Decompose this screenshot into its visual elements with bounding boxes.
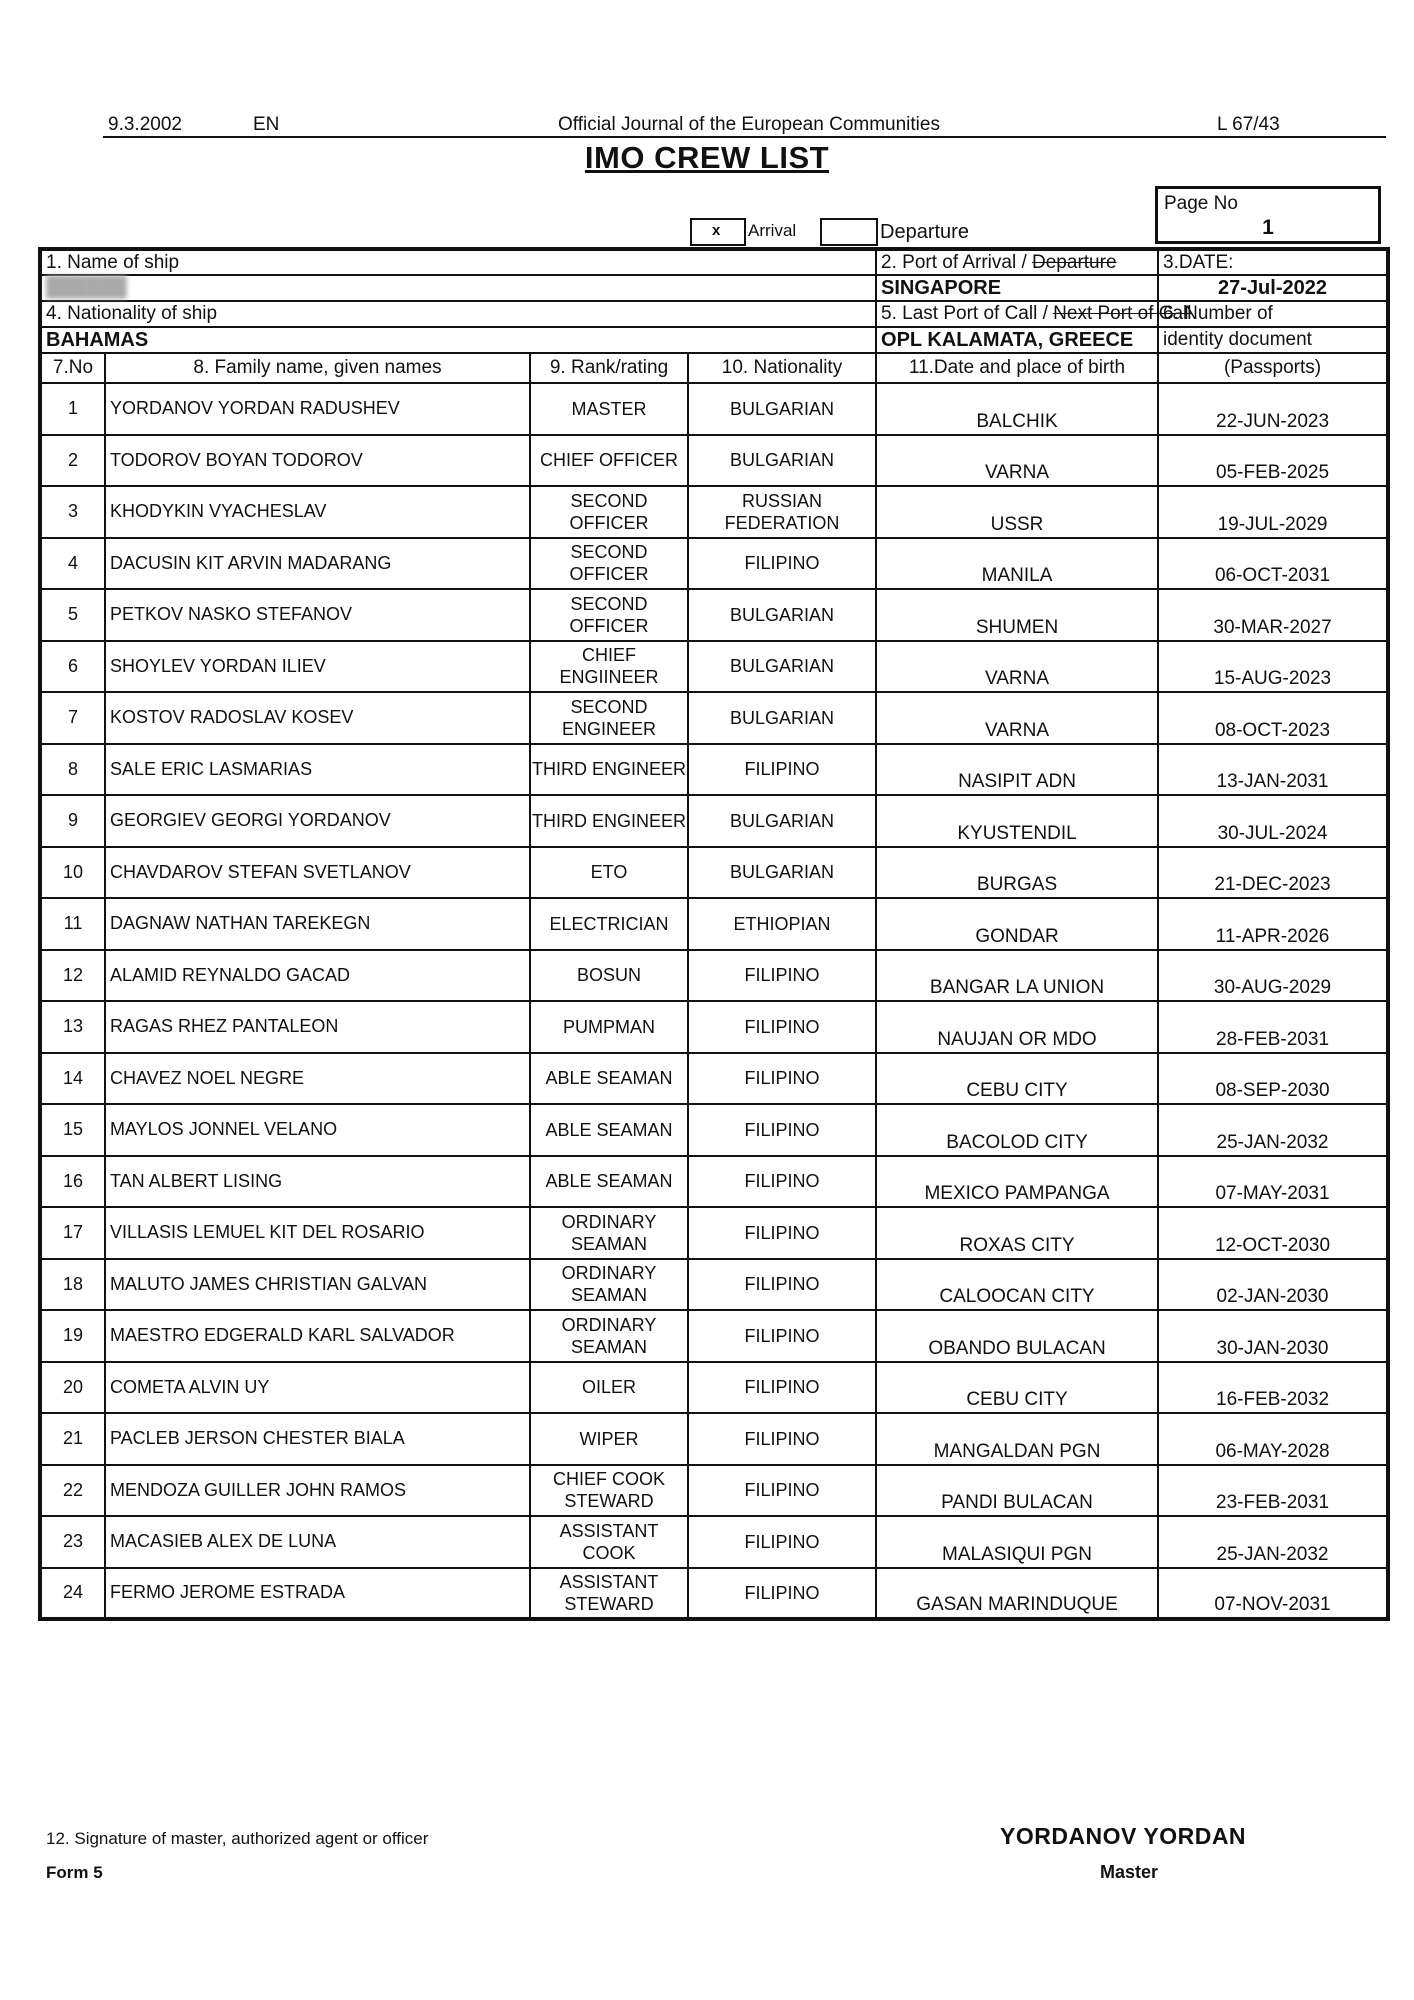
- crew-row: [40, 1413, 1388, 1465]
- crew-row: [40, 950, 1388, 1002]
- crew-passport-expiry: 05-FEB-2025: [1158, 435, 1388, 487]
- crew-name: MAYLOS JONNEL VELANO: [105, 1104, 530, 1156]
- crew-birth-place: USSR: [876, 486, 1158, 538]
- header-date: 9.3.2002: [108, 114, 182, 135]
- crew-passport-expiry: 06-MAY-2028: [1158, 1413, 1388, 1465]
- crew-name: COMETA ALVIN UY: [105, 1362, 530, 1414]
- crew-nationality: RUSSIAN FEDERATION: [688, 486, 876, 538]
- crew-rank: ABLE SEAMAN: [530, 1104, 688, 1156]
- crew-no: 7: [40, 692, 105, 744]
- column-header-row: [40, 353, 1388, 383]
- crew-no: 13: [40, 1001, 105, 1053]
- crew-no: 20: [40, 1362, 105, 1414]
- crew-passport-expiry: 07-NOV-2031: [1158, 1568, 1388, 1620]
- crew-name: SHOYLEV YORDAN ILIEV: [105, 641, 530, 693]
- crew-nationality: ETHIOPIAN: [688, 898, 876, 950]
- last-port-label-struck: Next Port of Call: [1053, 303, 1192, 324]
- crew-no: 1: [40, 383, 105, 435]
- crew-nationality: BULGARIAN: [688, 435, 876, 487]
- crew-rank: OILER: [530, 1362, 688, 1414]
- crew-name: PACLEB JERSON CHESTER BIALA: [105, 1413, 530, 1465]
- crew-birth-place: VARNA: [876, 641, 1158, 693]
- crew-nationality: BULGARIAN: [688, 692, 876, 744]
- crew-nationality: BULGARIAN: [688, 641, 876, 693]
- crew-no: 8: [40, 744, 105, 796]
- page-no-label: Page No: [1164, 193, 1238, 214]
- crew-passport-expiry: 19-JUL-2029: [1158, 486, 1388, 538]
- crew-birth-place: MALASIQUI PGN: [876, 1516, 1158, 1568]
- crew-nationality: FILIPINO: [688, 744, 876, 796]
- col-birth: 11.Date and place of birth: [876, 353, 1158, 383]
- last-port-label: 5. Last Port of Call /: [881, 303, 1054, 324]
- crew-nationality: FILIPINO: [688, 1362, 876, 1414]
- crew-rank: ABLE SEAMAN: [530, 1156, 688, 1208]
- crew-birth-place: MANILA: [876, 538, 1158, 590]
- crew-passport-expiry: 15-AUG-2023: [1158, 641, 1388, 693]
- header-page-ref: L 67/43: [1217, 114, 1280, 135]
- crew-row: [40, 898, 1388, 950]
- page-no-value: 1: [1262, 216, 1274, 239]
- crew-passport-expiry: 23-FEB-2031: [1158, 1465, 1388, 1517]
- crew-row: [40, 847, 1388, 899]
- crew-no: 19: [40, 1310, 105, 1362]
- crew-rank: ASSISTANT COOK: [530, 1516, 688, 1568]
- crew-row: [40, 744, 1388, 796]
- master-name: YORDANOV YORDAN: [1000, 1823, 1247, 1849]
- crew-row: [40, 1001, 1388, 1053]
- crew-nationality: BULGARIAN: [688, 589, 876, 641]
- crew-row: [40, 538, 1388, 590]
- crew-nationality: FILIPINO: [688, 1413, 876, 1465]
- crew-passport-expiry: 22-JUN-2023: [1158, 383, 1388, 435]
- crew-rank: SECOND OFFICER: [530, 538, 688, 590]
- crew-rank: ETO: [530, 847, 688, 899]
- crew-row: [40, 1362, 1388, 1414]
- crew-birth-place: BURGAS: [876, 847, 1158, 899]
- crew-birth-place: VARNA: [876, 692, 1158, 744]
- crew-rank: BOSUN: [530, 950, 688, 1002]
- crew-passport-expiry: 30-JUL-2024: [1158, 795, 1388, 847]
- crew-nationality: FILIPINO: [688, 1104, 876, 1156]
- form-number: Form 5: [46, 1863, 103, 1882]
- signature-label: 12. Signature of master, authorized agent or officer: [46, 1829, 429, 1848]
- crew-birth-place: ROXAS CITY: [876, 1207, 1158, 1259]
- last-port-label-cell: [876, 301, 1192, 327]
- crew-passport-expiry: 21-DEC-2023: [1158, 847, 1388, 899]
- crew-passport-expiry: 25-JAN-2032: [1158, 1516, 1388, 1568]
- crew-birth-place: NAUJAN OR MDO: [876, 1001, 1158, 1053]
- port-label-struck: Departure: [1032, 251, 1117, 273]
- crew-passport-expiry: 12-OCT-2030: [1158, 1207, 1388, 1259]
- crew-name: TODOROV BOYAN TODOROV: [105, 435, 530, 487]
- header-language: EN: [253, 114, 280, 135]
- crew-passport-expiry: 08-OCT-2023: [1158, 692, 1388, 744]
- crew-passport-expiry: 30-JAN-2030: [1158, 1310, 1388, 1362]
- crew-name: GEORGIEV GEORGI YORDANOV: [105, 795, 530, 847]
- crew-name: CHAVEZ NOEL NEGRE: [105, 1053, 530, 1105]
- master-title: Master: [1100, 1862, 1159, 1882]
- crew-nationality: FILIPINO: [688, 1156, 876, 1208]
- crew-name: ALAMID REYNALDO GACAD: [105, 950, 530, 1002]
- crew-no: 16: [40, 1156, 105, 1208]
- crew-birth-place: CEBU CITY: [876, 1053, 1158, 1105]
- crew-birth-place: KYUSTENDIL: [876, 795, 1158, 847]
- crew-row: [40, 383, 1388, 435]
- col-nationality: 10. Nationality: [688, 353, 876, 383]
- crew-no: 21: [40, 1413, 105, 1465]
- crew-name: KOSTOV RADOSLAV KOSEV: [105, 692, 530, 744]
- crew-no: 24: [40, 1568, 105, 1620]
- crew-list-table: [38, 247, 1390, 1621]
- crew-passport-expiry: 30-AUG-2029: [1158, 950, 1388, 1002]
- crew-row: [40, 1104, 1388, 1156]
- arrival-checkbox[interactable]: [690, 218, 746, 246]
- col-passports: (Passports): [1158, 353, 1388, 383]
- nationality-label: 4. Nationality of ship: [40, 301, 876, 327]
- crew-rank: SECOND ENGINEER: [530, 692, 688, 744]
- crew-name: TAN ALBERT LISING: [105, 1156, 530, 1208]
- crew-row: [40, 589, 1388, 641]
- crew-no: 14: [40, 1053, 105, 1105]
- crew-row: [40, 486, 1388, 538]
- crew-birth-place: SHUMEN: [876, 589, 1158, 641]
- crew-rank: THIRD ENGINEER: [530, 744, 688, 796]
- crew-nationality: FILIPINO: [688, 1259, 876, 1311]
- crew-no: 5: [40, 589, 105, 641]
- crew-nationality: FILIPINO: [688, 1001, 876, 1053]
- crew-birth-place: OBANDO BULACAN: [876, 1310, 1158, 1362]
- crew-nationality: FILIPINO: [688, 1568, 876, 1620]
- crew-name: MENDOZA GUILLER JOHN RAMOS: [105, 1465, 530, 1517]
- crew-rank: ORDINARY SEAMAN: [530, 1207, 688, 1259]
- crew-nationality: FILIPINO: [688, 950, 876, 1002]
- crew-birth-place: CEBU CITY: [876, 1362, 1158, 1414]
- crew-name: YORDANOV YORDAN RADUSHEV: [105, 383, 530, 435]
- crew-passport-expiry: 08-SEP-2030: [1158, 1053, 1388, 1105]
- crew-no: 23: [40, 1516, 105, 1568]
- crew-nationality: BULGARIAN: [688, 383, 876, 435]
- crew-no: 17: [40, 1207, 105, 1259]
- crew-rank: SECOND OFFICER: [530, 589, 688, 641]
- crew-nationality: FILIPINO: [688, 1053, 876, 1105]
- crew-row: [40, 795, 1388, 847]
- last-port-value: OPL KALAMATA, GREECE: [876, 327, 1158, 353]
- departure-label: Departure: [880, 221, 969, 243]
- crew-rank: WIPER: [530, 1413, 688, 1465]
- arrival-check-mark: x: [712, 222, 721, 239]
- crew-rank: SECOND OFFICER: [530, 486, 688, 538]
- crew-rank: THIRD ENGINEER: [530, 795, 688, 847]
- crew-name: SALE ERIC LASMARIAS: [105, 744, 530, 796]
- crew-birth-place: PANDI BULACAN: [876, 1465, 1158, 1517]
- crew-no: 2: [40, 435, 105, 487]
- name-of-ship-cell: [40, 249, 876, 275]
- crew-row: [40, 1259, 1388, 1311]
- crew-birth-place: GONDAR: [876, 898, 1158, 950]
- page-number-box: [1155, 186, 1381, 244]
- crew-rank: PUMPMAN: [530, 1001, 688, 1053]
- col-no: 7.No: [40, 353, 105, 383]
- crew-passport-expiry: 16-FEB-2032: [1158, 1362, 1388, 1414]
- crew-name: MALUTO JAMES CHRISTIAN GALVAN: [105, 1259, 530, 1311]
- crew-no: 3: [40, 486, 105, 538]
- crew-row: [40, 641, 1388, 693]
- crew-rank: CHIEF COOK STEWARD: [530, 1465, 688, 1517]
- crew-passport-expiry: 30-MAR-2027: [1158, 589, 1388, 641]
- crew-no: 15: [40, 1104, 105, 1156]
- crew-name: DACUSIN KIT ARVIN MADARANG: [105, 538, 530, 590]
- crew-passport-expiry: 25-JAN-2032: [1158, 1104, 1388, 1156]
- departure-checkbox[interactable]: [820, 218, 878, 246]
- crew-no: 6: [40, 641, 105, 693]
- crew-rank: MASTER: [530, 383, 688, 435]
- nationality-value: BAHAMAS: [40, 327, 876, 353]
- port-value: SINGAPORE: [876, 275, 1158, 301]
- header-rule: [103, 136, 1386, 138]
- crew-rank: ORDINARY SEAMAN: [530, 1259, 688, 1311]
- crew-passport-expiry: 07-MAY-2031: [1158, 1156, 1388, 1208]
- crew-nationality: FILIPINO: [688, 1207, 876, 1259]
- crew-name: PETKOV NASKO STEFANOV: [105, 589, 530, 641]
- crew-rank: ORDINARY SEAMAN: [530, 1310, 688, 1362]
- crew-no: 10: [40, 847, 105, 899]
- crew-row: [40, 1207, 1388, 1259]
- crew-rank: ABLE SEAMAN: [530, 1053, 688, 1105]
- name-of-ship-label: 1. Name of ship: [46, 251, 180, 273]
- crew-row: [40, 1568, 1388, 1620]
- crew-passport-expiry: 06-OCT-2031: [1158, 538, 1388, 590]
- num-id-label-2: identity document: [1158, 327, 1388, 353]
- page-title: IMO CREW LIST: [584, 140, 830, 175]
- crew-nationality: FILIPINO: [688, 1465, 876, 1517]
- crew-row: [40, 1465, 1388, 1517]
- arrival-label: Arrival: [748, 221, 797, 240]
- crew-row: [40, 1310, 1388, 1362]
- crew-birth-place: BACOLOD CITY: [876, 1104, 1158, 1156]
- crew-passport-expiry: 13-JAN-2031: [1158, 744, 1388, 796]
- crew-row: [40, 692, 1388, 744]
- crew-row: [40, 1516, 1388, 1568]
- crew-nationality: FILIPINO: [688, 538, 876, 590]
- crew-name: MAESTRO EDGERALD KARL SALVADOR: [105, 1310, 530, 1362]
- crew-name: FERMO JEROME ESTRADA: [105, 1568, 530, 1620]
- crew-no: 9: [40, 795, 105, 847]
- crew-birth-place: GASAN MARINDUQUE: [876, 1568, 1158, 1620]
- port-label: 2. Port of Arrival /: [881, 251, 1033, 273]
- crew-birth-place: BANGAR LA UNION: [876, 950, 1158, 1002]
- crew-row: [40, 1053, 1388, 1105]
- masked-ship-name: ██████: [46, 277, 127, 298]
- crew-birth-place: NASIPIT ADN: [876, 744, 1158, 796]
- crew-birth-place: VARNA: [876, 435, 1158, 487]
- crew-passport-expiry: 28-FEB-2031: [1158, 1001, 1388, 1053]
- crew-nationality: FILIPINO: [688, 1310, 876, 1362]
- port-label-cell: [876, 249, 1158, 275]
- crew-passport-expiry: 11-APR-2026: [1158, 898, 1388, 950]
- crew-no: 11: [40, 898, 105, 950]
- date-label: 3.DATE:: [1158, 249, 1388, 275]
- crew-nationality: BULGARIAN: [688, 847, 876, 899]
- header-journal: Official Journal of the European Communities: [558, 114, 940, 135]
- crew-nationality: FILIPINO: [688, 1516, 876, 1568]
- crew-row: [40, 1156, 1388, 1208]
- col-name: 8. Family name, given names: [105, 353, 530, 383]
- crew-birth-place: CALOOCAN CITY: [876, 1259, 1158, 1311]
- col-rank: 9. Rank/rating: [530, 353, 688, 383]
- crew-rank: CHIEF ENGIINEER: [530, 641, 688, 693]
- crew-no: 18: [40, 1259, 105, 1311]
- crew-no: 22: [40, 1465, 105, 1517]
- crew-row: [40, 435, 1388, 487]
- crew-birth-place: MANGALDAN PGN: [876, 1413, 1158, 1465]
- crew-no: 12: [40, 950, 105, 1002]
- num-id-label: 6. Number of: [1158, 301, 1388, 327]
- crew-name: MACASIEB ALEX DE LUNA: [105, 1516, 530, 1568]
- ship-name-value: [40, 275, 876, 301]
- crew-nationality: BULGARIAN: [688, 795, 876, 847]
- crew-rank: CHIEF OFFICER: [530, 435, 688, 487]
- crew-name: RAGAS RHEZ PANTALEON: [105, 1001, 530, 1053]
- crew-name: VILLASIS LEMUEL KIT DEL ROSARIO: [105, 1207, 530, 1259]
- crew-name: KHODYKIN VYACHESLAV: [105, 486, 530, 538]
- crew-rank: ELECTRICIAN: [530, 898, 688, 950]
- crew-passport-expiry: 02-JAN-2030: [1158, 1259, 1388, 1311]
- date-value: 27-Jul-2022: [1158, 275, 1388, 301]
- crew-rank: ASSISTANT STEWARD: [530, 1568, 688, 1620]
- crew-name: CHAVDAROV STEFAN SVETLANOV: [105, 847, 530, 899]
- crew-birth-place: BALCHIK: [876, 383, 1158, 435]
- crew-birth-place: MEXICO PAMPANGA: [876, 1156, 1158, 1208]
- crew-name: DAGNAW NATHAN TAREKEGN: [105, 898, 530, 950]
- crew-no: 4: [40, 538, 105, 590]
